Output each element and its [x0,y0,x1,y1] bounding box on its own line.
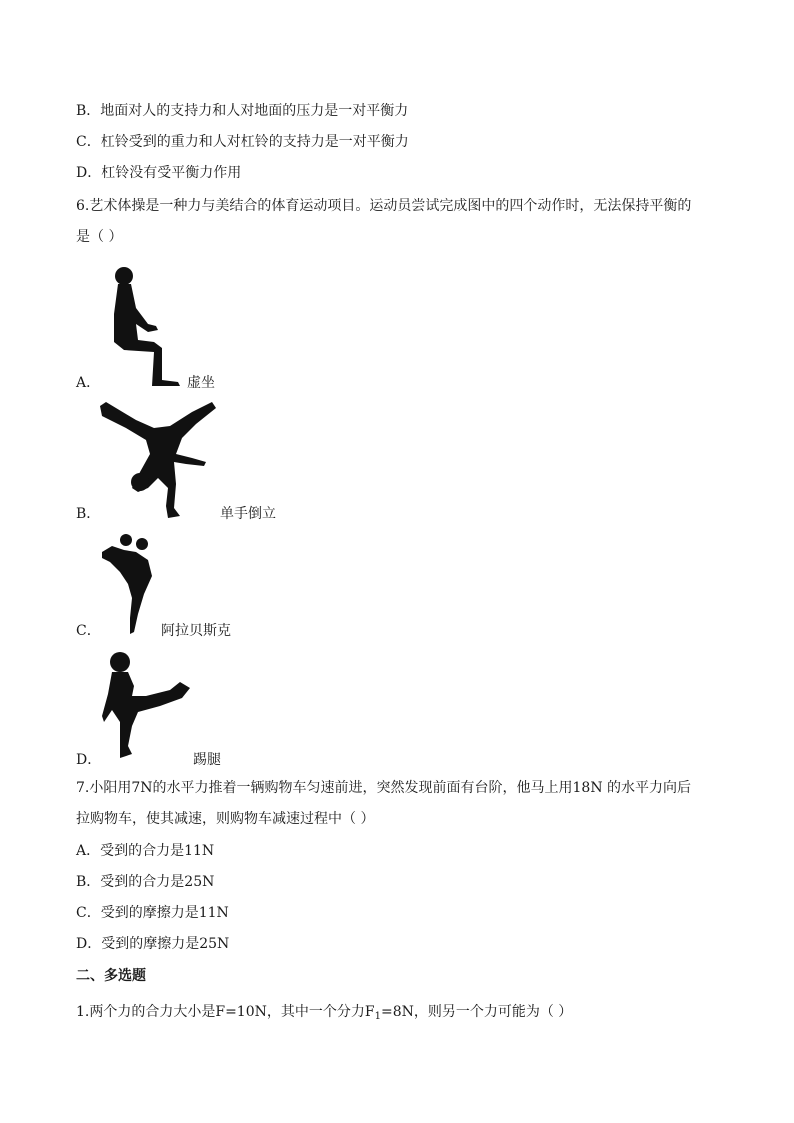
q7-option-b: B．受到的合力是25N [76,874,215,890]
q5-option-b: B．地面对人的支持力和人对地面的压力是一对平衡力 [76,103,409,119]
section-title-multiple-choice: 二、多选题 [76,968,146,984]
q7-option-c: C．受到的摩擦力是11N [76,905,229,921]
q6-option-a-letter: A． [76,375,101,391]
q6-option-a-caption: 虚坐 [187,375,215,391]
q6-option-d-caption: 踢腿 [193,752,221,768]
figure-handstand-silhouette [96,398,220,520]
q6-option-c-caption: 阿拉贝斯克 [161,623,231,639]
figure-arabesque-silhouette [96,532,156,636]
q6-option-d-letter: D． [76,752,102,768]
m1-stem [76,1002,572,1027]
q7-stem-line-1: 7.小阳用7N的水平力推着一辆购物车匀速前进，突然发现前面有台阶，他马上用18N 的水平力向后 [76,780,692,796]
figure-kick-silhouette [98,650,192,762]
q6-option-b-caption: 单手倒立 [220,506,276,522]
q7-option-d: D．受到的摩擦力是25N [76,936,230,952]
q6-stem-line-1: 6.艺术体操是一种力与美结合的体育运动项目。运动员尝试完成图中的四个动作时，无法保持平衡的 [76,198,692,214]
m1-stem-part-b: =8N，则另一个力可能为（ ） [380,1004,573,1020]
q5-option-c: C．杠铃受到的重力和人对杠铃的支持力是一对平衡力 [76,134,409,150]
q7-stem-line-2: 拉购物车，使其减速，则购物车减速过程中（ ） [76,811,375,827]
q7-option-a: A．受到的合力是11N [76,843,215,859]
m1-stem-part-a: 1.两个力的合力大小是F=10N，其中一个分力F [76,1004,375,1020]
figure-sitting-silhouette [104,264,188,388]
q5-option-d: D．杠铃没有受平衡力作用 [76,165,242,181]
q6-option-c-letter: C． [76,623,101,639]
q6-stem-line-2: 是（ ） [76,229,123,245]
m1-stem-subscript: 1 [374,1011,381,1022]
q6-option-b-letter: B． [76,506,101,522]
